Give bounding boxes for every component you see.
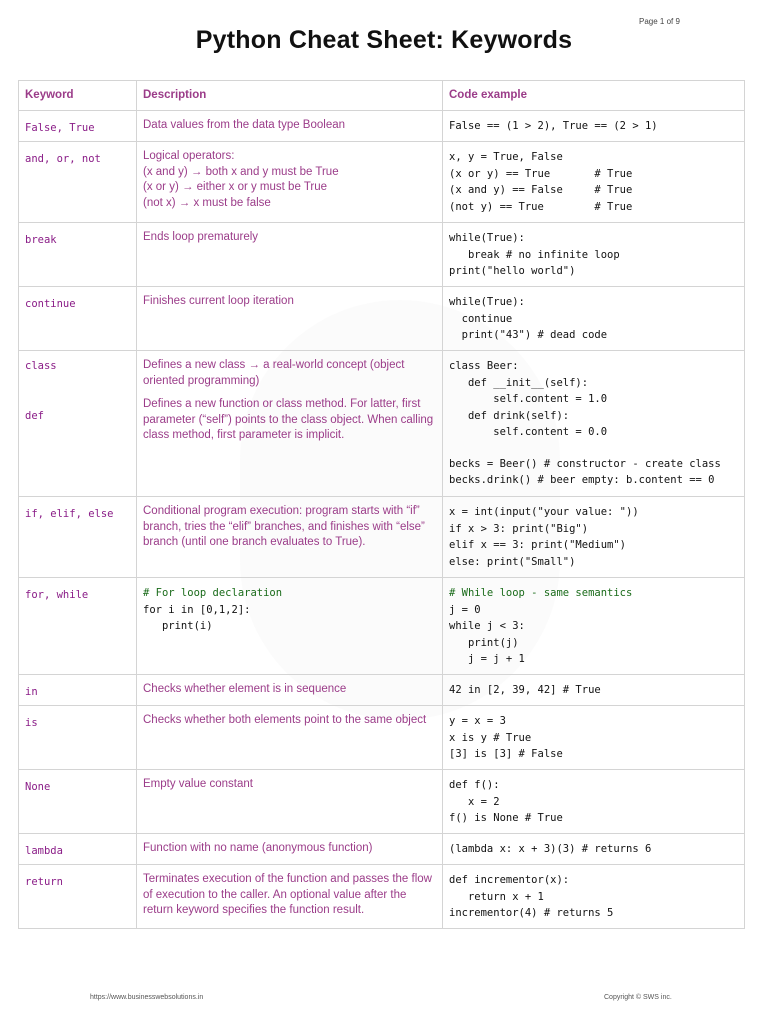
code-line: 42 in [2, 39, 42] # True (449, 684, 601, 696)
description-cell (137, 706, 443, 770)
code-line: incrementor(4) # returns 5 (449, 907, 614, 919)
page-title: Python Cheat Sheet: Keywords (195, 26, 573, 54)
code-cell (443, 675, 745, 706)
description-text: Data values from the data type Boolean (143, 119, 346, 131)
code-line: def drink(self): (449, 409, 570, 422)
description-cell (137, 834, 443, 865)
code-line: self.content = 1.0 (449, 393, 608, 405)
code-line: x is y # True (449, 731, 532, 744)
code-line: return x + 1 (449, 890, 544, 903)
description-text: Logical operators: (143, 150, 235, 162)
table-row (19, 865, 745, 929)
description-text: Function with no name (anonymous function) (143, 842, 373, 854)
description-cell (137, 865, 443, 929)
keyword-text: and, or, not (25, 153, 101, 165)
keyword-cell (19, 351, 137, 497)
code-cell (443, 497, 745, 578)
description-text: Checks whether both elements point to the same object (143, 714, 427, 726)
code-line: while(True): (449, 232, 525, 244)
keyword-text: is (25, 717, 38, 729)
description-text: Conditional program execution: program starts with “if” branch, tries the “elif” branches, and finishes with “else” branch (until one branch evaluates to True). (143, 505, 425, 548)
table-row (19, 834, 745, 865)
table-row (19, 351, 745, 497)
code-line: else: print("Small") (449, 555, 576, 568)
code-line: becks = Beer() # constructor - create class (449, 457, 721, 470)
keyword-text: False, True (25, 122, 95, 134)
code-line: print("hello world") (449, 265, 576, 277)
description-text: Empty value constant (143, 778, 253, 790)
code-line: while j < 3: (449, 620, 525, 632)
code-line: # For loop declaration (143, 587, 283, 599)
keyword-text: class (25, 360, 57, 372)
keyword-cell (19, 287, 137, 351)
description-cell (137, 287, 443, 351)
code-line: j = 0 (449, 603, 481, 616)
keyword-text: return (25, 876, 63, 888)
description-line: (not x) → x must be false (143, 196, 271, 209)
table-row (19, 497, 745, 578)
code-line: j = j + 1 (449, 653, 525, 665)
keyword-cell (19, 578, 137, 675)
code-line: elif x == 3: print("Medium") (449, 539, 627, 551)
code-line: y = x = 3 (449, 715, 506, 727)
code-line: becks.drink() # beer empty: b.content == 0 (449, 474, 715, 486)
code-line: (not y) == True # True (449, 200, 633, 213)
code-cell (443, 111, 745, 142)
code-line: (x or y) == True # True (449, 167, 633, 180)
keyword-cell (19, 223, 137, 287)
code-line: print("43") # dead code (449, 329, 608, 341)
keyword-cell (19, 111, 137, 142)
code-line: self.content = 0.0 (449, 426, 608, 438)
keyword-cell (19, 706, 137, 770)
code-cell (443, 706, 745, 770)
table-header-row (19, 81, 745, 111)
keywords-table (18, 80, 745, 929)
footer-url: https://www.businesswebsolutions.in (90, 994, 204, 1001)
code-line: (x and y) == False # True (449, 184, 633, 196)
code-cell (443, 834, 745, 865)
code-line: print(j) (449, 636, 519, 649)
code-cell (443, 351, 745, 497)
table-row (19, 142, 745, 223)
code-line: print(i) (143, 620, 213, 632)
description-cell (137, 351, 443, 497)
code-line: False == (1 > 2), True == (2 > 1) (449, 120, 658, 132)
code-cell (443, 223, 745, 287)
code-line: x, y = True, False (449, 151, 563, 163)
description-text: Defines a new class → a real-world concept (object oriented programming) (143, 359, 405, 387)
code-cell (443, 865, 745, 929)
table-row (19, 578, 745, 675)
code-line: x = 2 (449, 795, 500, 808)
description-text: Finishes current loop iteration (143, 295, 294, 307)
code-line: def incrementor(x): (449, 874, 570, 886)
keyword-text: break (25, 234, 57, 246)
description-line: (x and y) → both x and y must be True (143, 165, 339, 178)
code-cell (443, 287, 745, 351)
header-keyword: Keyword (19, 81, 137, 111)
description-cell (137, 223, 443, 287)
keyword-text: in (25, 686, 38, 698)
keyword-text: for, while (25, 589, 89, 601)
description-text: Checks whether element is in sequence (143, 683, 347, 695)
code-line: continue (449, 312, 513, 325)
keyword-cell (19, 834, 137, 865)
description-text: Terminates execution of the function and passes the flow of execution to the caller. An optional value after the return keyword specifies the function result. (143, 873, 432, 916)
code-line: while(True): (449, 296, 525, 308)
description-cell (137, 111, 443, 142)
description-line: (x or y) → either x or y must be True (143, 181, 328, 193)
description-cell (137, 497, 443, 578)
code-line: if x > 3: print("Big") (449, 522, 589, 535)
table-row (19, 223, 745, 287)
keyword-cell (19, 675, 137, 706)
footer-copyright: Copyright © SWS inc. (604, 994, 672, 1001)
keyword-cell (19, 865, 137, 929)
description-text: Ends loop prematurely (143, 231, 259, 243)
keyword-text: None (25, 781, 51, 793)
description-cell (137, 770, 443, 834)
code-line: f() is None # True (449, 812, 563, 824)
code-line: # While loop - same semantics (449, 587, 633, 599)
code-line: def f(): (449, 779, 500, 791)
table-row (19, 111, 745, 142)
keyword-text: def (25, 409, 44, 422)
code-line: break # no infinite loop (449, 248, 620, 261)
code-cell (443, 770, 745, 834)
header-code-example: Code example (443, 81, 745, 111)
table-row (19, 675, 745, 706)
keyword-text: if, elif, else (25, 508, 114, 520)
code-line: [3] is [3] # False (449, 748, 563, 760)
code-line: (lambda x: x + 3)(3) # returns 6 (449, 843, 652, 855)
keyword-text: continue (25, 298, 76, 310)
code-line: for i in [0,1,2]: (143, 603, 251, 616)
keyword-cell (19, 770, 137, 834)
table-row (19, 287, 745, 351)
description-cell (137, 675, 443, 706)
table-row (19, 770, 745, 834)
description-cell (137, 142, 443, 223)
code-line: x = int(input("your value: ")) (449, 506, 639, 518)
code-cell (443, 142, 745, 223)
table-row (19, 706, 745, 770)
keyword-text: lambda (25, 845, 63, 857)
description-text: Defines a new function or class method. For latter, first parameter (“self”) points to the class object. When calling class method, first parameter is implicit. (143, 398, 434, 441)
page-number: Page 1 of 9 (639, 17, 680, 26)
keyword-cell (19, 142, 137, 223)
keyword-cell (19, 497, 137, 578)
code-line: def __init__(self): (449, 376, 589, 389)
description-cell (137, 578, 443, 675)
header-description: Description (137, 81, 443, 111)
code-cell (443, 578, 745, 675)
code-line: class Beer: (449, 360, 519, 372)
